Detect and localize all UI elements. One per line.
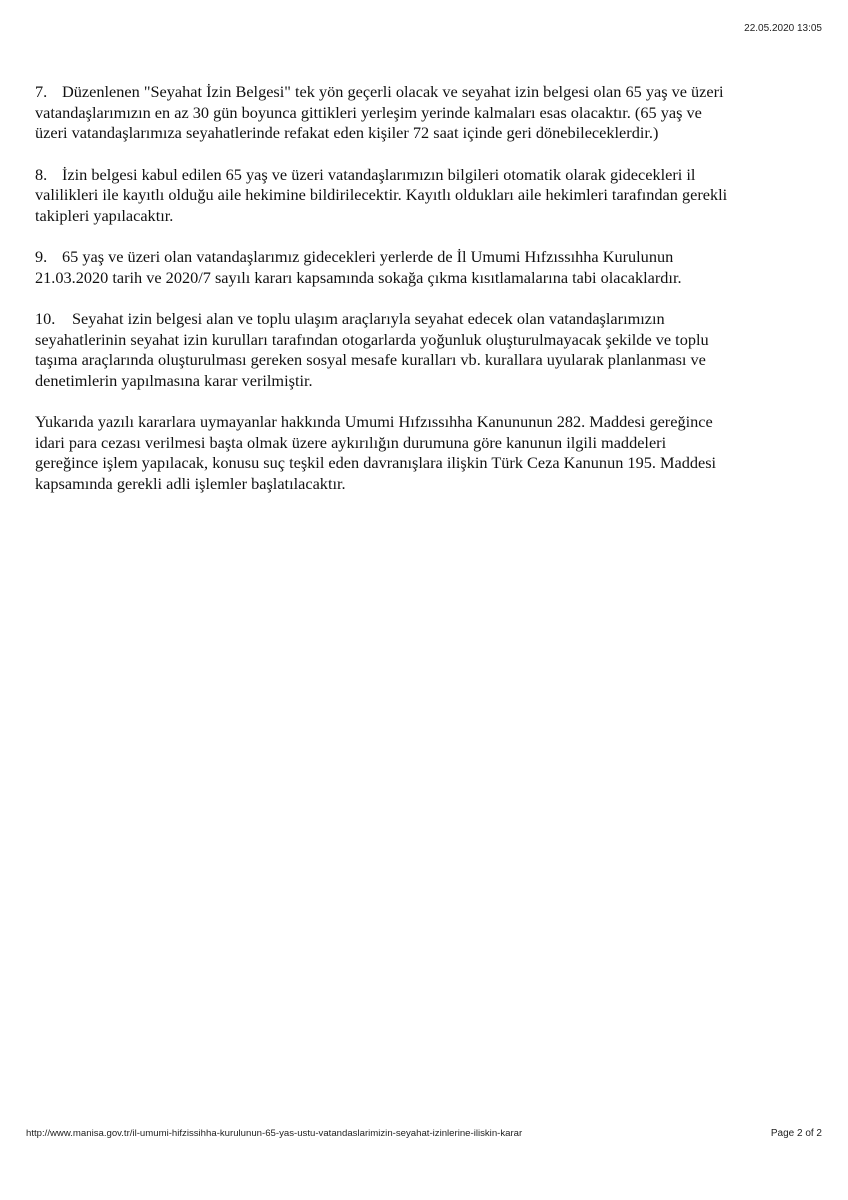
paragraph-7 bbox=[35, 82, 815, 144]
paragraph-line: üzeri vatandaşlarımıza seyahatlerinde refakat eden kişiler 72 saat içinde geri dönebileceklerdir.) bbox=[35, 123, 659, 142]
paragraph-line bbox=[35, 309, 815, 330]
paragraph-9 bbox=[35, 247, 815, 288]
line-text: Düzenlenen "Seyahat İzin Belgesi" tek yön geçerli olacak ve seyahat izin belgesi olan 65 yaş ve üzeri bbox=[62, 82, 724, 101]
paragraph-number: 7. bbox=[35, 82, 48, 101]
paragraph-line: kapsamında gerekli adli işlemler başlatılacaktır. bbox=[35, 473, 346, 493]
paragraph-number: 9. bbox=[35, 247, 48, 266]
paragraph-line: valilikleri ile kayıtlı olduğu aile hekimine bildirilecektir. Kayıtlı oldukları aile hekimleri tarafından gerekli bbox=[35, 185, 728, 204]
line-text: İzin belgesi kabul edilen 65 yaş ve üzeri vatandaşlarımızın bilgileri otomatik olarak gidecekleri il bbox=[62, 164, 696, 184]
paragraph-line: denetimlerin yapılmasına karar verilmiştir. bbox=[35, 370, 313, 390]
paragraph-line: taşıma araçlarında oluşturulması gereken sosyal mesafe kuralları vb. kurallara uyularak planlanması ve bbox=[35, 350, 706, 369]
paragraph-line: takipleri yapılacaktır. bbox=[35, 205, 174, 225]
paragraph-line bbox=[35, 82, 815, 103]
print-timestamp: 22.05.2020 13:05 bbox=[744, 23, 822, 34]
paragraph-line: vatandaşlarımızın en az 30 gün boyunca gittikleri yerleşim yerinde kalmaları esas olacaktır. (65 yaş ve bbox=[35, 102, 702, 122]
paragraph-line: idari para cezası verilmesi başta olmak üzere aykırılığın durumuna göre kanunun ilgili maddeleri bbox=[35, 432, 667, 452]
paragraph-number: 10. bbox=[35, 309, 56, 328]
paragraph-line: gereğince işlem yapılacak, konusu suç teşkil eden davranışlara ilişkin Türk Ceza Kanunun 195. Maddesi bbox=[35, 453, 717, 472]
line-text: 65 yaş ve üzeri olan vatandaşlarımız gidecekleri yerlerde de İl Umumi Hıfzıssıhha Kurulunun bbox=[62, 247, 674, 266]
closing-paragraph bbox=[35, 412, 815, 494]
paragraph-10 bbox=[35, 309, 815, 391]
paragraph-line bbox=[35, 165, 815, 186]
paragraph-line bbox=[35, 247, 815, 268]
line-text: Seyahat izin belgesi alan ve toplu ulaşım araçlarıyla seyahat edecek olan vatandaşlarımızın bbox=[72, 309, 665, 328]
page-number: Page 2 of 2 bbox=[770, 1128, 822, 1139]
paragraph-8 bbox=[35, 165, 815, 227]
document-body bbox=[35, 82, 815, 515]
paragraph-number: 8. bbox=[35, 164, 48, 184]
source-url: http://www.manisa.gov.tr/il-umumi-hifzissihha-kurulunun-65-yas-ustu-vatandaslarimizin-seyahat-izinlerine-iliskin-karar bbox=[26, 1128, 523, 1139]
paragraph-line: Yukarıda yazılı kararlara uymayanlar hakkında Umumi Hıfzıssıhha Kanununun 282. Maddesi gereğince bbox=[35, 412, 713, 431]
paragraph-line: seyahatlerinin seyahat izin kurulları tarafından otogarlarda yoğunluk oluşturulmayacak şekilde ve toplu bbox=[35, 329, 709, 349]
paragraph-line: 21.03.2020 tarih ve 2020/7 sayılı kararı kapsamında sokağa çıkma kısıtlamalarına tabi olacaklardır. bbox=[35, 267, 682, 287]
